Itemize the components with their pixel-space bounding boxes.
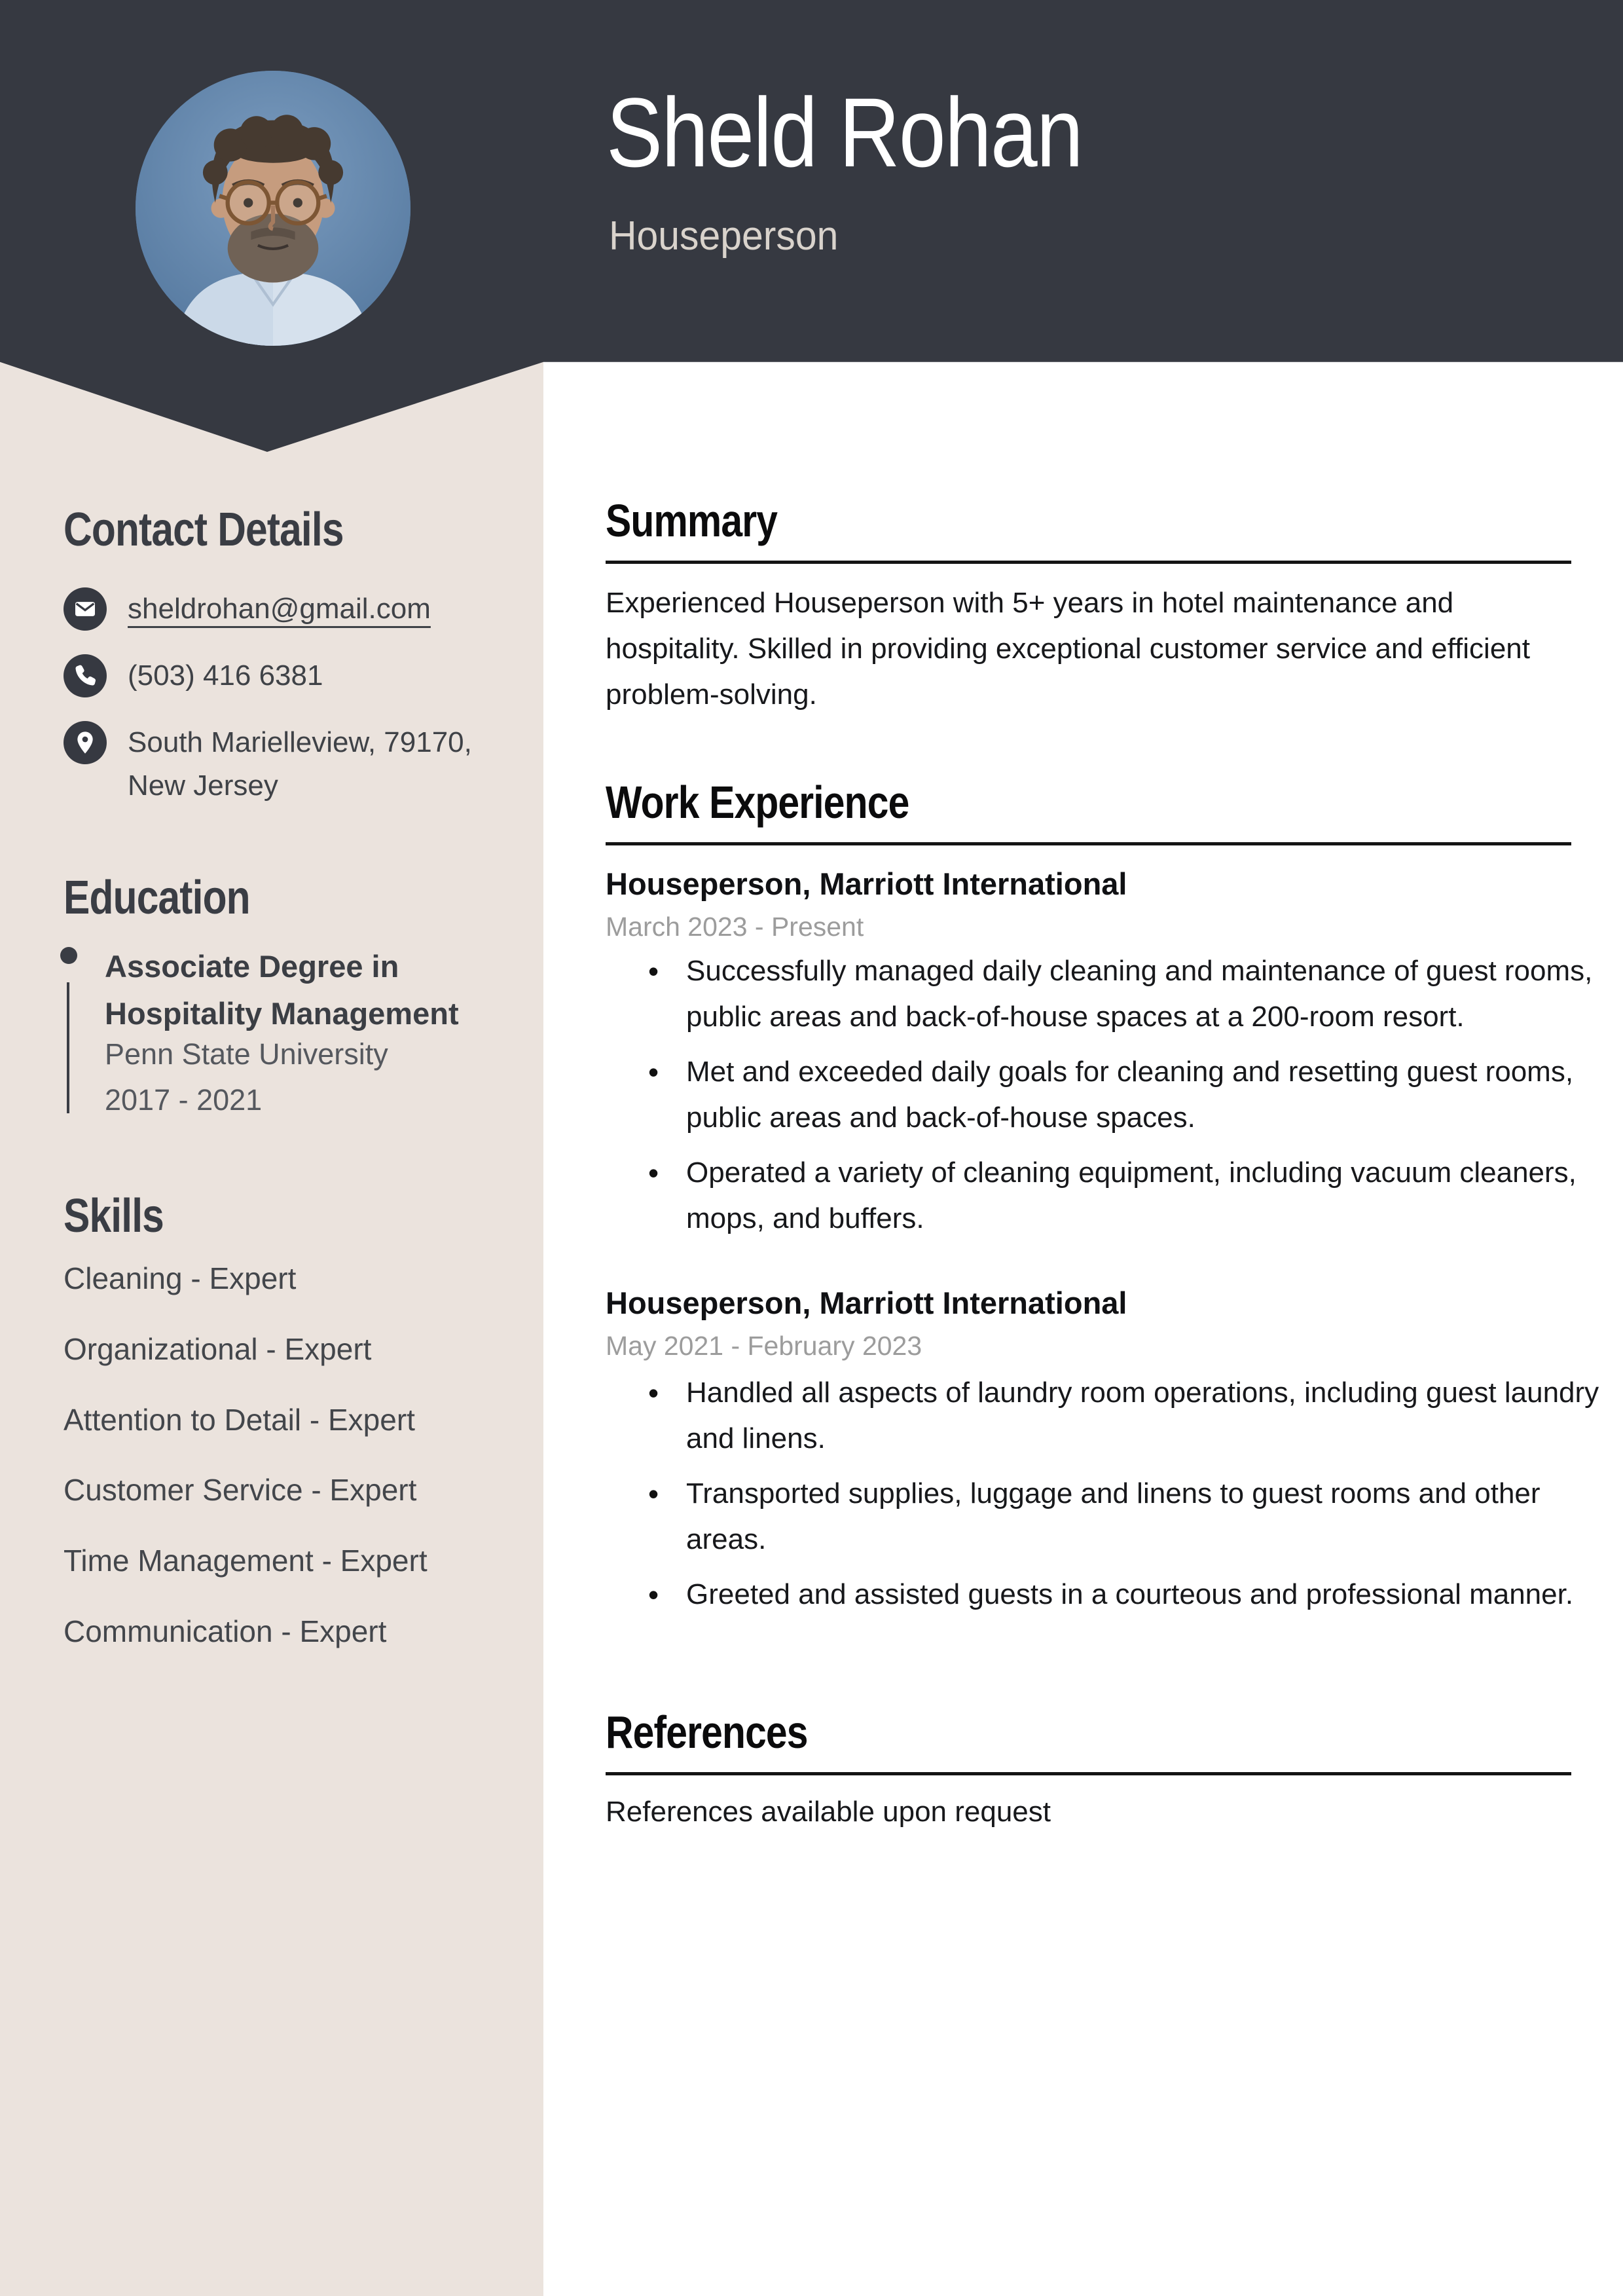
degree-line2: Hospitality Management: [105, 996, 459, 1031]
person-name: Sheld Rohan: [606, 77, 1082, 187]
portrait-illustration: [136, 71, 410, 346]
email-icon: [64, 587, 107, 631]
location-icon: [64, 721, 107, 764]
contact-email-row: [64, 587, 431, 631]
skill-item: Communication - Expert: [64, 1614, 387, 1648]
bullet-marker: •: [648, 1376, 659, 1410]
education-timeline-line: [67, 982, 69, 1113]
job-title-2: Houseperson, Marriott International: [606, 1286, 1127, 1320]
bullet-marker: •: [648, 1156, 659, 1190]
bullet-item: [648, 948, 1603, 1040]
contact-location-row: [64, 721, 472, 807]
bullet-text: Handled all aspects of laundry room operations, including guest laundry and linens.: [686, 1377, 1599, 1454]
person-job-title: Houseperson: [609, 213, 839, 259]
phone-number: (503) 416 6381: [128, 659, 323, 692]
email-link[interactable]: sheldrohan@gmail.com: [128, 593, 431, 625]
skill-item: Organizational - Expert: [64, 1332, 372, 1366]
skill-item: Cleaning - Expert: [64, 1261, 297, 1295]
job-bullets-2: [648, 1370, 1603, 1627]
contact-details-heading: Contact Details: [64, 504, 344, 556]
summary-heading: Summary: [606, 495, 778, 546]
skill-item: Customer Service - Expert: [64, 1473, 417, 1507]
education-years: 2017 - 2021: [105, 1083, 263, 1117]
references-section: [606, 1709, 1571, 1775]
bullet-item: [648, 1150, 1603, 1242]
bullet-text: Greeted and assisted guests in a courteous and professional manner.: [686, 1578, 1574, 1610]
profile-photo: [136, 71, 410, 346]
bullet-item: [648, 1471, 1603, 1563]
address-line2: New Jersey: [128, 769, 278, 802]
education-heading: Education: [64, 872, 250, 924]
degree-line1: Associate Degree in: [105, 949, 399, 984]
summary-text: Experienced Houseperson with 5+ years in hotel maintenance and hospitality. Skilled in providing exceptional customer service and efficient problem-solving.: [606, 587, 1530, 711]
address-line1: South Marielleview, 79170,: [128, 726, 472, 758]
bullet-marker: •: [648, 954, 659, 988]
skills-heading: Skills: [64, 1190, 164, 1242]
bullet-text: Met and exceeded daily goals for cleaning and resetting guest rooms, public areas and back-of-house spaces.: [686, 1056, 1574, 1134]
phone-icon: [64, 654, 107, 697]
bullet-text: Successfully managed daily cleaning and maintenance of guest rooms, public areas and back-of-house spaces at a 200-room resort.: [686, 955, 1593, 1033]
job-dates-1: March 2023 - Present: [606, 912, 864, 942]
bullet-item: [648, 1049, 1603, 1141]
references-heading: References: [606, 1707, 808, 1758]
bullet-text: Transported supplies, luggage and linens to guest rooms and other areas.: [686, 1477, 1541, 1555]
education-timeline-dot: [60, 947, 77, 964]
education-degree: [105, 943, 459, 1037]
work-experience-section: [606, 779, 1571, 845]
bullet-item: [648, 1370, 1603, 1462]
education-school: Penn State University: [105, 1037, 388, 1071]
summary-section: [606, 495, 1571, 564]
bullet-item: [648, 1572, 1603, 1618]
bullet-marker: •: [648, 1578, 659, 1612]
skill-item: Time Management - Expert: [64, 1544, 428, 1578]
job-dates-2: May 2021 - February 2023: [606, 1331, 922, 1361]
bullet-text: Operated a variety of cleaning equipment, including vacuum cleaners, mops, and buffers.: [686, 1157, 1577, 1234]
bullet-marker: •: [648, 1055, 659, 1089]
address-text: [128, 721, 472, 807]
job-bullets-1: [648, 948, 1603, 1251]
references-text: References available upon request: [606, 1796, 1051, 1828]
job-title-1: Houseperson, Marriott International: [606, 866, 1127, 901]
work-experience-heading: Work Experience: [606, 777, 909, 828]
bullet-marker: •: [648, 1477, 659, 1511]
contact-phone-row: [64, 654, 323, 697]
skill-item: Attention to Detail - Expert: [64, 1403, 415, 1437]
